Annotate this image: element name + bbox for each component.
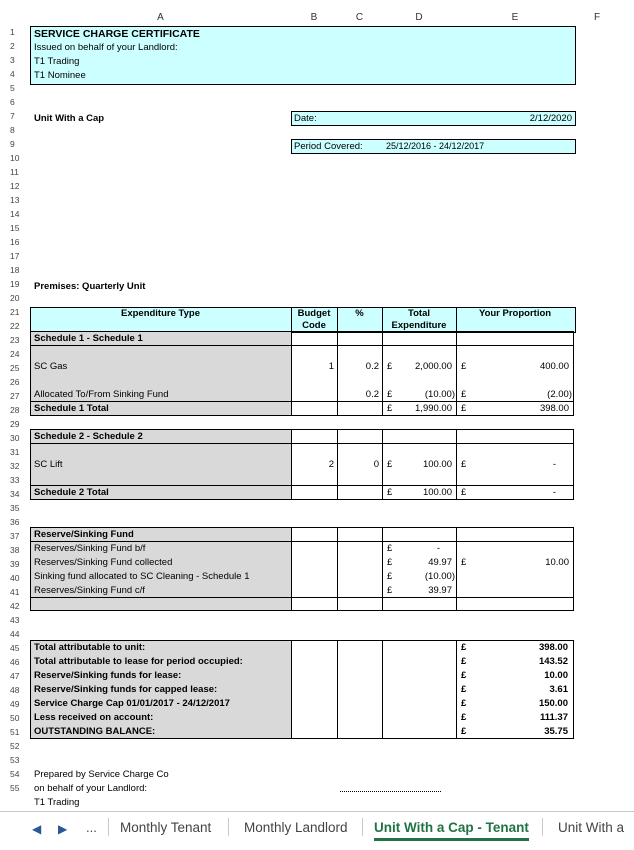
- row-header[interactable]: 37: [10, 531, 20, 541]
- reserve-allocated-total: (10.00): [424, 571, 455, 582]
- row-header[interactable]: 13: [10, 195, 20, 205]
- row-header[interactable]: 1: [10, 27, 15, 37]
- currency-symbol: £: [461, 487, 467, 498]
- summary-value: 143.52: [538, 656, 568, 667]
- row-header[interactable]: 16: [10, 237, 20, 247]
- on-behalf-of: on behalf of your Landlord:: [34, 783, 148, 794]
- schedule1-title: Schedule 1 - Schedule 1: [34, 333, 143, 344]
- column-header-a[interactable]: A: [157, 12, 164, 23]
- currency-symbol: £: [461, 726, 467, 737]
- reserve-collected-total: 49.97: [428, 557, 452, 568]
- reserve-cf-label: Reserves/Sinking Fund c/f: [34, 585, 145, 596]
- sc-lift-pct: 0: [373, 459, 379, 470]
- row-header[interactable]: 41: [10, 587, 20, 597]
- column-header-f[interactable]: F: [593, 12, 601, 23]
- currency-symbol: £: [387, 585, 393, 596]
- reserve-cf-total: 39.97: [428, 585, 452, 596]
- col-your-proportion: Your Proportion: [478, 308, 552, 319]
- sc-gas-proportion: 400.00: [539, 361, 569, 372]
- col-code: Code: [302, 320, 326, 331]
- row-header[interactable]: 36: [10, 517, 20, 527]
- row-header[interactable]: 32: [10, 461, 20, 471]
- col-total: Total: [408, 308, 430, 319]
- column-header-c[interactable]: C: [355, 12, 364, 23]
- date-label: Date:: [294, 113, 317, 124]
- summary-label: Total attributable to unit:: [34, 642, 146, 653]
- row-header[interactable]: 46: [10, 657, 20, 667]
- currency-symbol: £: [461, 403, 467, 414]
- row-header[interactable]: 8: [10, 125, 15, 135]
- currency-symbol: £: [461, 389, 467, 400]
- row-header[interactable]: 11: [10, 167, 19, 177]
- row-header[interactable]: 21: [10, 307, 20, 317]
- row-header[interactable]: 7: [10, 111, 15, 121]
- sc-gas-code: 1: [328, 361, 334, 372]
- row-header[interactable]: 34: [10, 489, 20, 499]
- row-header[interactable]: 39: [10, 559, 20, 569]
- summary-label: Service Charge Cap 01/01/2017 - 24/12/2017: [34, 698, 230, 709]
- schedule1-total-label: Schedule 1 Total: [34, 403, 109, 414]
- period-label: Period Covered:: [294, 141, 363, 152]
- period-value: 25/12/2016 - 24/12/2017: [386, 141, 485, 151]
- reserve-bf-label: Reserves/Sinking Fund b/f: [34, 543, 146, 554]
- row-header[interactable]: 51: [10, 727, 20, 737]
- date-value: 2/12/2020: [529, 113, 572, 124]
- sc-lift-proportion: -: [552, 459, 556, 470]
- row-header[interactable]: 33: [10, 475, 20, 485]
- row-header[interactable]: 26: [10, 377, 20, 387]
- currency-symbol: £: [461, 656, 467, 667]
- row-header[interactable]: 15: [10, 223, 20, 233]
- row-header[interactable]: 22: [10, 321, 20, 331]
- schedule2-total: 100.00: [422, 487, 452, 498]
- summary-value: 111.37: [539, 712, 568, 723]
- row-header[interactable]: 38: [10, 545, 20, 555]
- row-header[interactable]: 18: [10, 265, 20, 275]
- currency-symbol: £: [387, 557, 393, 568]
- row-header[interactable]: 31: [10, 447, 20, 457]
- column-header-e[interactable]: E: [511, 12, 519, 23]
- currency-symbol: £: [387, 459, 393, 470]
- sc-gas-total: 2,000.00: [415, 361, 452, 372]
- column-header-d[interactable]: D: [415, 12, 423, 23]
- row-header[interactable]: 12: [10, 181, 20, 191]
- reserve-title: Reserve/Sinking Fund: [34, 529, 134, 540]
- row-header[interactable]: 3: [10, 55, 15, 65]
- tab-separator: [228, 818, 229, 836]
- col-expenditure-type: Expenditure Type: [120, 308, 200, 319]
- currency-symbol: £: [387, 361, 393, 372]
- summary-label: Reserve/Sinking funds for lease:: [34, 670, 182, 681]
- row-header[interactable]: 27: [10, 391, 20, 401]
- tab-monthly-tenant[interactable]: Monthly Tenant: [120, 820, 212, 835]
- certificate-title: SERVICE CHARGE CERTIFICATE: [34, 28, 200, 40]
- tab-separator: [108, 818, 109, 836]
- row-header[interactable]: 45: [10, 643, 20, 653]
- currency-symbol: £: [387, 543, 393, 554]
- schedule1-proportion: 398.00: [539, 403, 569, 414]
- col-percent: %: [355, 308, 364, 319]
- currency-symbol: £: [387, 571, 393, 582]
- prepared-by: Prepared by Service Charge Co: [34, 769, 169, 780]
- row-header[interactable]: 47: [10, 671, 20, 681]
- row-header[interactable]: 6: [10, 97, 15, 107]
- reserve-allocated-label: Sinking fund allocated to SC Cleaning - Schedule 1: [34, 571, 250, 582]
- tab-scroll-left-icon[interactable]: ◀: [32, 822, 42, 836]
- row-header[interactable]: 44: [10, 629, 20, 639]
- sheet-tab-bar: [0, 811, 634, 850]
- row-header[interactable]: 20: [10, 293, 20, 303]
- tab-monthly-landlord[interactable]: Monthly Landlord: [244, 820, 348, 835]
- currency-symbol: £: [461, 642, 467, 653]
- sc-lift-total: 100.00: [422, 459, 452, 470]
- reserve-bf-total: -: [436, 543, 440, 554]
- summary-label: Total attributable to lease for period occupied:: [34, 656, 243, 667]
- nominee-name: T1 Nominee: [34, 70, 86, 81]
- outstanding-balance-value: 35.75: [544, 726, 568, 737]
- tab-separator: [362, 818, 363, 836]
- footer-landlord-name: T1 Trading: [34, 797, 80, 808]
- row-header[interactable]: 29: [10, 419, 20, 429]
- row-header[interactable]: 19: [10, 279, 20, 289]
- sc-gas-label: SC Gas: [34, 361, 68, 372]
- row-header[interactable]: 2: [10, 41, 15, 51]
- currency-symbol: £: [461, 557, 467, 568]
- allocated-sinking-label: Allocated To/From Sinking Fund: [34, 389, 169, 400]
- currency-symbol: £: [461, 459, 467, 470]
- currency-symbol: £: [461, 698, 467, 709]
- row-header[interactable]: 54: [10, 769, 20, 779]
- row-header[interactable]: 25: [10, 363, 20, 373]
- row-header[interactable]: 14: [10, 209, 20, 219]
- row-header[interactable]: 24: [10, 349, 20, 359]
- row-header[interactable]: 52: [10, 741, 20, 751]
- sc-gas-pct: 0.2: [365, 361, 379, 372]
- row-header[interactable]: 23: [10, 335, 20, 345]
- outstanding-balance-label: OUTSTANDING BALANCE:: [34, 726, 156, 737]
- currency-symbol: £: [461, 361, 467, 372]
- schedule1-total: 1,990.00: [415, 403, 452, 414]
- row-header[interactable]: 50: [10, 713, 20, 723]
- tab-unit-with-a-cap[interactable]: Unit With a: [558, 820, 625, 835]
- currency-symbol: £: [387, 389, 393, 400]
- allocated-sinking-proportion: (2.00): [547, 389, 572, 400]
- row-header[interactable]: 28: [10, 405, 20, 415]
- row-header[interactable]: 43: [10, 615, 20, 625]
- unit-name: Unit With a Cap: [34, 113, 105, 124]
- row-header[interactable]: 17: [10, 251, 20, 261]
- more-tabs-button[interactable]: ...: [86, 820, 97, 835]
- currency-symbol: £: [461, 712, 467, 723]
- allocated-sinking-pct: 0.2: [365, 389, 379, 400]
- landlord-name: T1 Trading: [34, 56, 80, 67]
- summary-value: 3.61: [549, 684, 568, 695]
- reserve-collected-proportion: 10.00: [545, 557, 569, 568]
- schedule2-total-label: Schedule 2 Total: [34, 487, 109, 498]
- currency-symbol: £: [387, 403, 393, 414]
- currency-symbol: £: [461, 670, 467, 681]
- tab-scroll-right-icon[interactable]: ▶: [58, 822, 68, 836]
- row-header[interactable]: 35: [10, 503, 20, 513]
- tab-unit-with-a-cap-tenant[interactable]: Unit With a Cap - Tenant: [374, 816, 529, 841]
- row-header[interactable]: 30: [10, 433, 20, 443]
- row-header[interactable]: 55: [10, 783, 20, 793]
- summary-label: Reserve/Sinking funds for capped lease:: [34, 684, 218, 695]
- summary-label: Less received on account:: [34, 712, 154, 723]
- summary-value: 398.00: [538, 642, 568, 653]
- row-header[interactable]: 49: [10, 699, 20, 709]
- column-header-b[interactable]: B: [310, 12, 318, 23]
- row-header[interactable]: 42: [10, 601, 20, 611]
- schedule2-proportion: -: [552, 487, 556, 498]
- row-header[interactable]: 5: [10, 83, 15, 93]
- col-expenditure: Expenditure: [391, 320, 447, 331]
- tab-separator: [542, 818, 543, 836]
- issued-on-behalf: Issued on behalf of your Landlord:: [34, 42, 178, 53]
- sc-lift-code: 2: [328, 459, 334, 470]
- row-header[interactable]: 53: [10, 755, 20, 765]
- schedule2-title: Schedule 2 - Schedule 2: [34, 431, 143, 442]
- sc-lift-label: SC Lift: [34, 459, 63, 470]
- row-header[interactable]: 9: [10, 139, 15, 149]
- summary-value: 10.00: [544, 670, 568, 681]
- row-header[interactable]: 48: [10, 685, 20, 695]
- row-header[interactable]: 4: [10, 69, 15, 79]
- reserve-collected-label: Reserves/Sinking Fund collected: [34, 557, 173, 568]
- row-header[interactable]: 40: [10, 573, 20, 583]
- row-header[interactable]: 10: [10, 153, 20, 163]
- summary-value: 150.00: [538, 698, 568, 709]
- premises-label: Premises: Quarterly Unit: [34, 281, 146, 292]
- currency-symbol: £: [387, 487, 393, 498]
- allocated-sinking-total: (10.00): [424, 389, 455, 400]
- col-budget: Budget: [297, 308, 331, 319]
- currency-symbol: £: [461, 684, 467, 695]
